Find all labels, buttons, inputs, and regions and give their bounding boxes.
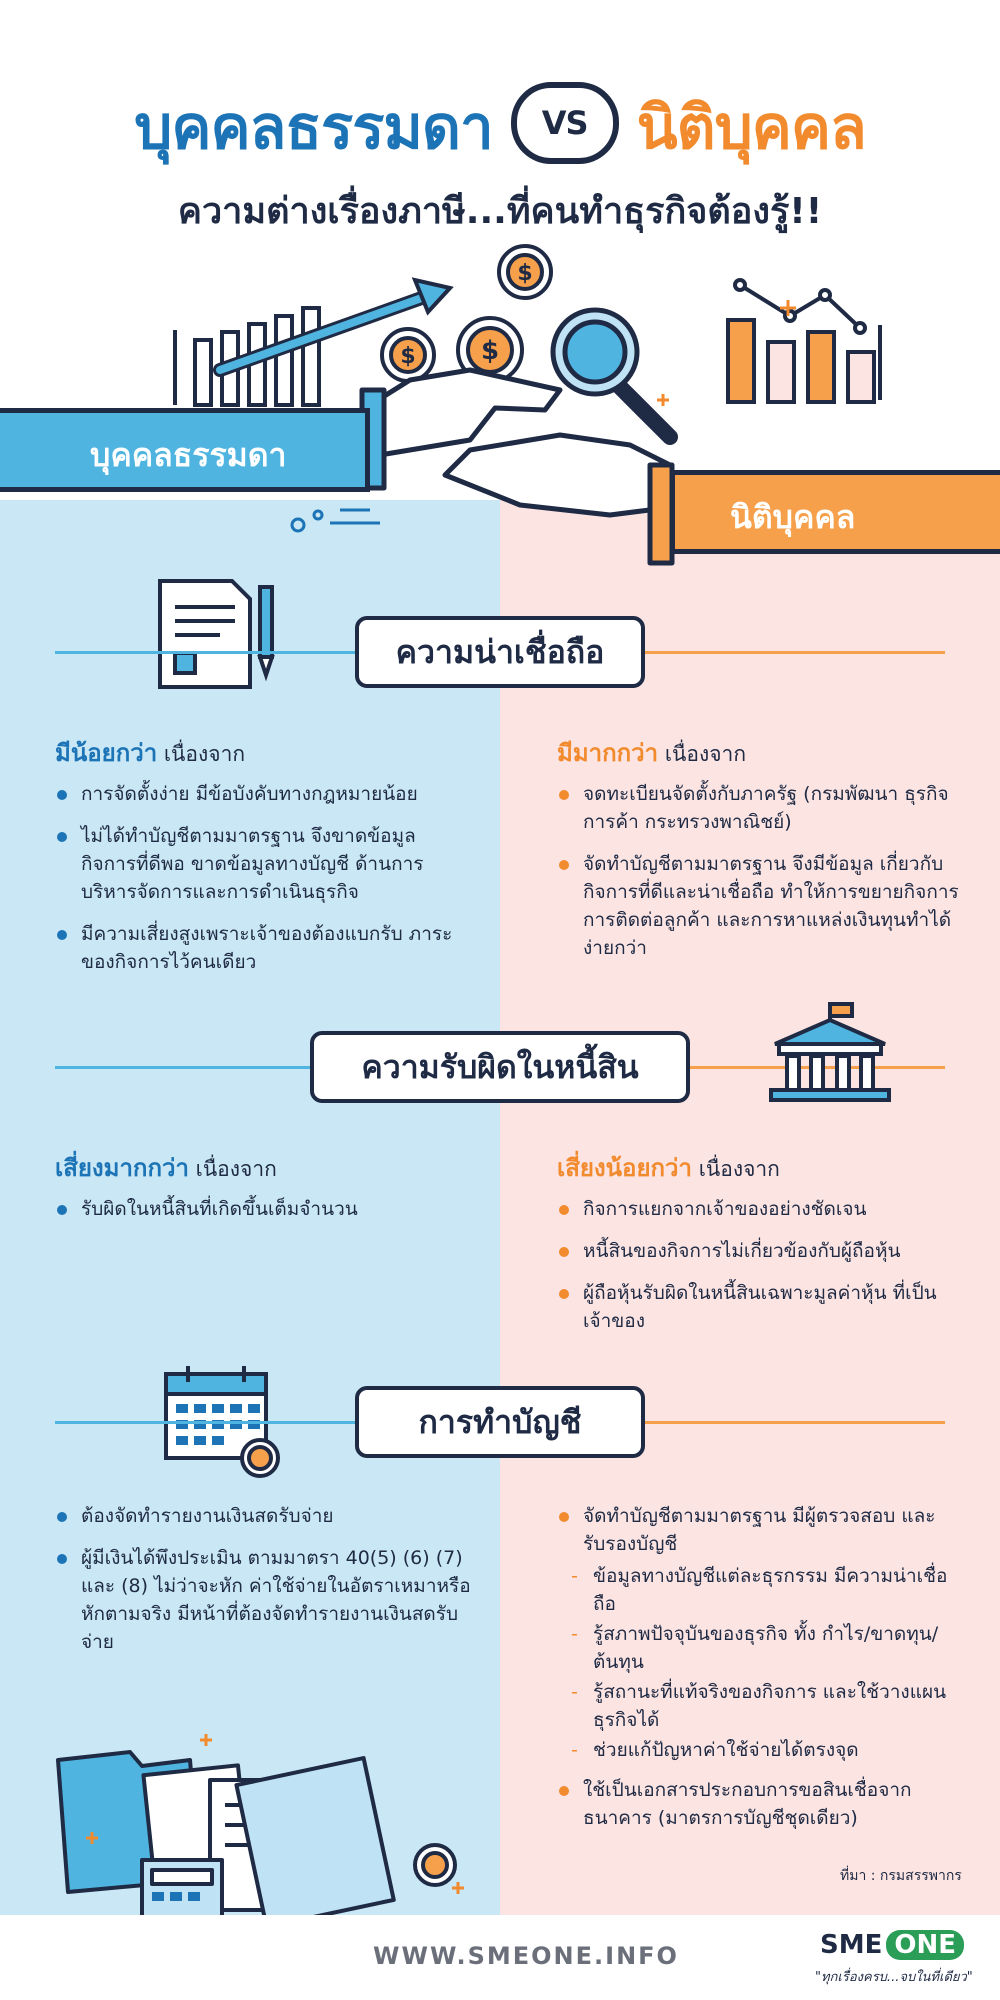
title-left: บุคคลธรรมดา	[134, 93, 493, 163]
list-item: ใช้เป็นเอกสารประกอบการขอสินเชื่อจาก ธนาคาร (มาตรการบัญชีชุดเดียว)	[557, 1776, 967, 1832]
list-item: ผู้ถือหุ้นรับผิดในหนี้สินเฉพาะมูลค่าหุ้น ที่เป็นเจ้าของ	[557, 1279, 962, 1335]
sub-list-item: - รู้สถานะที่แท้จริงของกิจการ และใช้วางแผนธุรกิจได้	[567, 1678, 967, 1734]
list-item: จัดทำบัญชีตามมาตรฐาน จึงมีข้อมูล เกี่ยวกับกิจการที่ดีและน่าเชื่อถือ ทำให้การขยายกิจการ การติดต่อลูกค้า และการหาแหล่งเงินทุนทำได้ง่ายกว่า	[557, 850, 962, 962]
divider-line	[645, 651, 945, 654]
list-item: หนี้สินของกิจการไม่เกี่ยวข้องกับผู้ถือหุ้น	[557, 1237, 962, 1265]
credibility-left-heading: มีน้อยกว่า เนื่องจาก	[55, 739, 246, 767]
liability-left-heading: เสี่ยงมากกว่า เนื่องจาก	[55, 1154, 277, 1182]
credibility-left-list	[55, 780, 470, 990]
divider-line	[55, 1421, 355, 1424]
tagline: "ทุกเรื่องครบ...จบในที่เดียว"	[815, 1970, 973, 1985]
credibility-right-heading: มีมากกว่า เนื่องจาก	[557, 739, 747, 767]
coin-icon	[382, 329, 434, 381]
vs-bubble: VS	[511, 82, 619, 164]
juristic-banner: นิติบุคคล	[670, 470, 1000, 554]
divider-line	[55, 651, 355, 654]
list-item: มีความเสี่ยงสูงเพราะเจ้าของต้องแบกรับ ภาระของกิจการไว้คนเดียว	[55, 920, 470, 976]
title-right: นิติบุคคล	[636, 93, 866, 163]
list-item: จัดทำบัญชีตามมาตรฐาน มีผู้ตรวจสอบ และรับรองบัญชี	[557, 1502, 967, 1558]
source-note: ที่มา : กรมสรรพากร	[840, 1868, 962, 1884]
liability-right-list	[557, 1195, 962, 1349]
document-pen-icon	[150, 575, 290, 695]
section-title-liability: ความรับผิดในหนี้สิน	[310, 1031, 690, 1103]
liability-left-list	[55, 1195, 470, 1237]
bank-building-icon	[765, 998, 895, 1108]
smeone-logo: SME ONE	[820, 1930, 964, 1960]
credibility-right-list	[557, 780, 962, 976]
list-item: จดทะเบียนจัดตั้งกับภาครัฐ (กรมพัฒนา ธุรกิจการค้า กระทรวงพาณิชย์)	[557, 780, 962, 836]
sub-list-item: - ข้อมูลทางบัญชีแต่ละธุรกรรม มีความน่าเชื่อถือ	[567, 1562, 967, 1618]
coin-icon	[499, 246, 551, 298]
list-item: ไม่ได้ทำบัญชีตามมาตรฐาน จึงขาดข้อมูล กิจการที่ดีพอ ขาดข้อมูลทางบัญชี ด้านการบริหารจัดการและการดำเนินธุรกิจ	[55, 822, 470, 906]
list-item: รับผิดในหนี้สินที่เกิดขึ้นเต็มจำนวน	[55, 1195, 470, 1223]
list-item: การจัดตั้งง่าย มีข้อบังคับทางกฎหมายน้อย	[55, 780, 470, 808]
magnifier-icon	[553, 310, 670, 437]
decoration-dots-icon	[292, 510, 380, 531]
page-subtitle: ความต่างเรื่องภาษี...ที่คนทำธุรกิจต้องรู้!!	[177, 191, 823, 232]
accounting-sub-list	[567, 1562, 967, 1764]
bar-chart-icon	[728, 280, 880, 402]
calendar-icon	[160, 1360, 285, 1480]
list-item: กิจการแยกจากเจ้าของอย่างชัดเจน	[557, 1195, 962, 1223]
svg-text:$: $	[480, 336, 500, 366]
divider-line	[55, 1066, 310, 1069]
open-hand-icon	[445, 435, 672, 563]
website-url[interactable]: WWW.SMEONE.INFO	[373, 1942, 679, 1970]
svg-text:$: $	[400, 344, 416, 369]
svg-text:$: $	[517, 261, 533, 286]
accounting-left-list	[55, 1502, 475, 1670]
list-item: ต้องจัดทำรายงานเงินสดรับจ่าย	[55, 1502, 475, 1530]
documents-illustration	[50, 1730, 470, 1920]
sub-list-item: - รู้สภาพปัจจุบันของธุรกิจ ทั้ง กำไร/ขาดทุน/ต้นทุน	[567, 1620, 967, 1676]
page-title	[0, 80, 1000, 175]
individual-banner: บุคคลธรรมดา	[0, 408, 370, 492]
sub-list-item: - ช่วยแก้ปัญหาค่าใช้จ่ายได้ตรงจุด	[567, 1736, 967, 1764]
list-item: ผู้มีเงินได้พึงประเมิน ตามมาตรา 40(5) (6) (7) และ (8) ไม่ว่าจะหัก ค่าใช้จ่ายในอัตราเหมาหรือหักตามจริง มีหน้าที่ต้องจัดทำรายงานเงินสดรับจ่าย	[55, 1544, 475, 1656]
section-title-credibility: ความน่าเชื่อถือ	[355, 616, 645, 688]
section-title-accounting: การทำบัญชี	[355, 1386, 645, 1458]
accounting-right-list	[557, 1502, 967, 1846]
divider-line	[645, 1421, 945, 1424]
liability-right-heading: เสี่ยงน้อยกว่า เนื่องจาก	[557, 1154, 780, 1182]
